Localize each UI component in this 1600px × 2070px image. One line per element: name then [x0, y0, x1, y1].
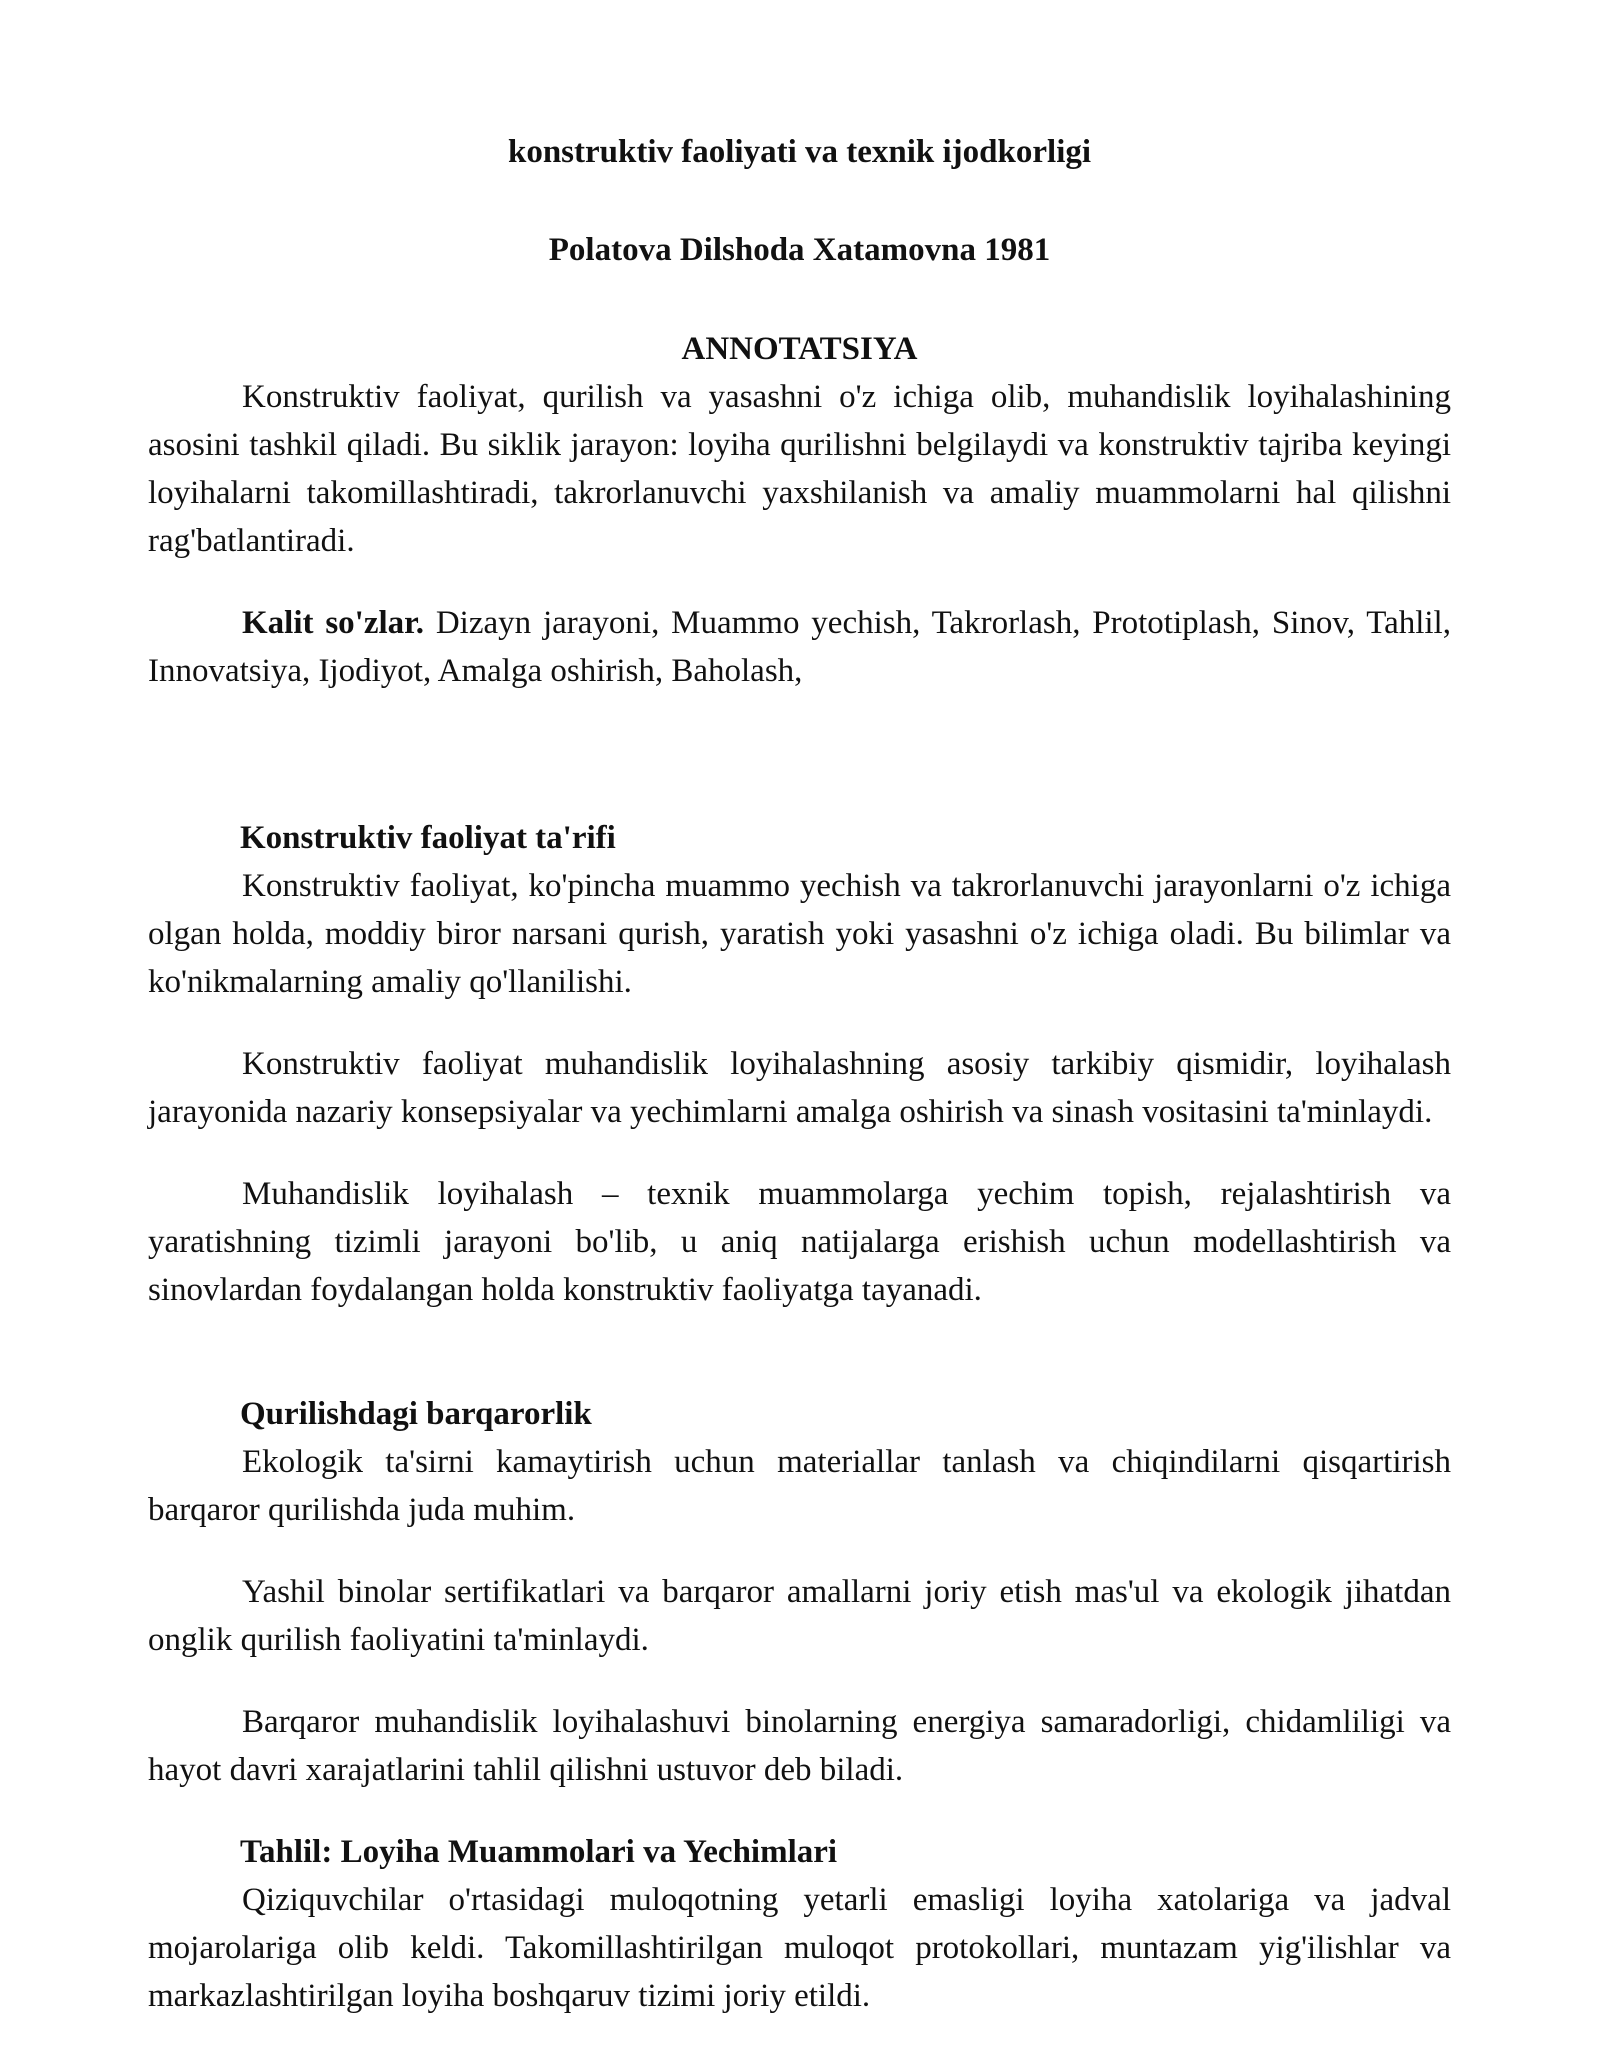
- section-heading-sustainability: Qurilishdagi barqarorlik: [240, 1396, 592, 1432]
- document-page: [148, 128, 1451, 2054]
- annotation-heading: ANNOTATSIYA: [681, 331, 918, 367]
- keywords-text: Dizayn jarayoni, Muammo yechish, Takrorlash, Prototiplash, Sinov, Tahlil, Innovatsiya, Ijodiyot, Amalga oshirish, Baholash,: [148, 605, 1451, 689]
- section-paragraph: Barqaror muhandislik loyihalashuvi binolarning energiya samaradorligi, chidamliligi va hayot davri xarajatlarini tahlil qilishni ustuvor deb biladi.: [148, 1704, 1451, 1788]
- section-paragraph: Ekologik ta'sirni kamaytirish uchun materiallar tanlash va chiqindilarni qisqartirish barqaror qurilishda juda muhim.: [148, 1444, 1451, 1528]
- section-paragraph: Konstruktiv faoliyat muhandislik loyihalashning asosiy tarkibiy qismidir, loyihalash jarayonida nazariy konsepsiyalar va yechimlarni amalga oshirish va sinash vositasini ta'minlaydi.: [148, 1046, 1451, 1130]
- keywords-label: Kalit so'zlar.: [242, 605, 425, 641]
- section-heading-definition: Konstruktiv faoliyat ta'rifi: [240, 820, 616, 856]
- section-paragraph: Yashil binolar sertifikatlari va barqaror amallarni joriy etish mas'ul va ekologik jihatdan onglik qurilish faoliyatini ta'minlaydi.: [148, 1574, 1451, 1658]
- section-spacer: [148, 1348, 1451, 1390]
- section-heading-analysis: Tahlil: Loyiha Muammolari va Yechimlari: [240, 1834, 838, 1870]
- document-title: konstruktiv faoliyati va texnik ijodkorligi: [507, 134, 1092, 170]
- section-paragraph: Konstruktiv faoliyat, ko'pincha muammo yechish va takrorlanuvchi jarayonlarni o'z ichiga olgan holda, moddiy biror narsani qurish, yaratish yoki yasashni o'z ichiga oladi. Bu bilimlar va ko'nikmalarning amaliy qo'llanilishi.: [148, 868, 1451, 1000]
- section-paragraph: Qiziquvchilar o'rtasidagi muloqotning yetarli emasligi loyiha xatolariga va jadval mojarolariga olib keldi. Takomillashtirilgan muloqot protokollari, muntazam yig'ilishlar va markazlashtirilgan loyiha boshqaruv tizimi joriy etildi.: [148, 1882, 1451, 2014]
- keywords-paragraph: [148, 599, 1451, 695]
- section-paragraph: Muhandislik loyihalash – texnik muammolarga yechim topish, rejalashtirish va yaratishning tizimli jarayoni bo'lib, u aniq natijalarga erishish uchun modellashtirish va sinovlardan foydalangan holda konstruktiv faoliyatga tayanadi.: [148, 1176, 1451, 1308]
- section-spacer: [148, 729, 1451, 814]
- annotation-text: Konstruktiv faoliyat, qurilish va yasashni o'z ichiga olib, muhandislik loyihalashining asosini tashkil qiladi. Bu siklik jarayon: loyiha qurilishni belgilaydi va konstruktiv tajriba keyingi loyihalarni takomillashtiradi, takrorlanuvchi yaxshilanish va amaliy muammolarni hal qilishni rag'batlantiradi.: [148, 379, 1451, 559]
- author-line: Polatova Dilshoda Xatamovna 1981: [548, 232, 1051, 268]
